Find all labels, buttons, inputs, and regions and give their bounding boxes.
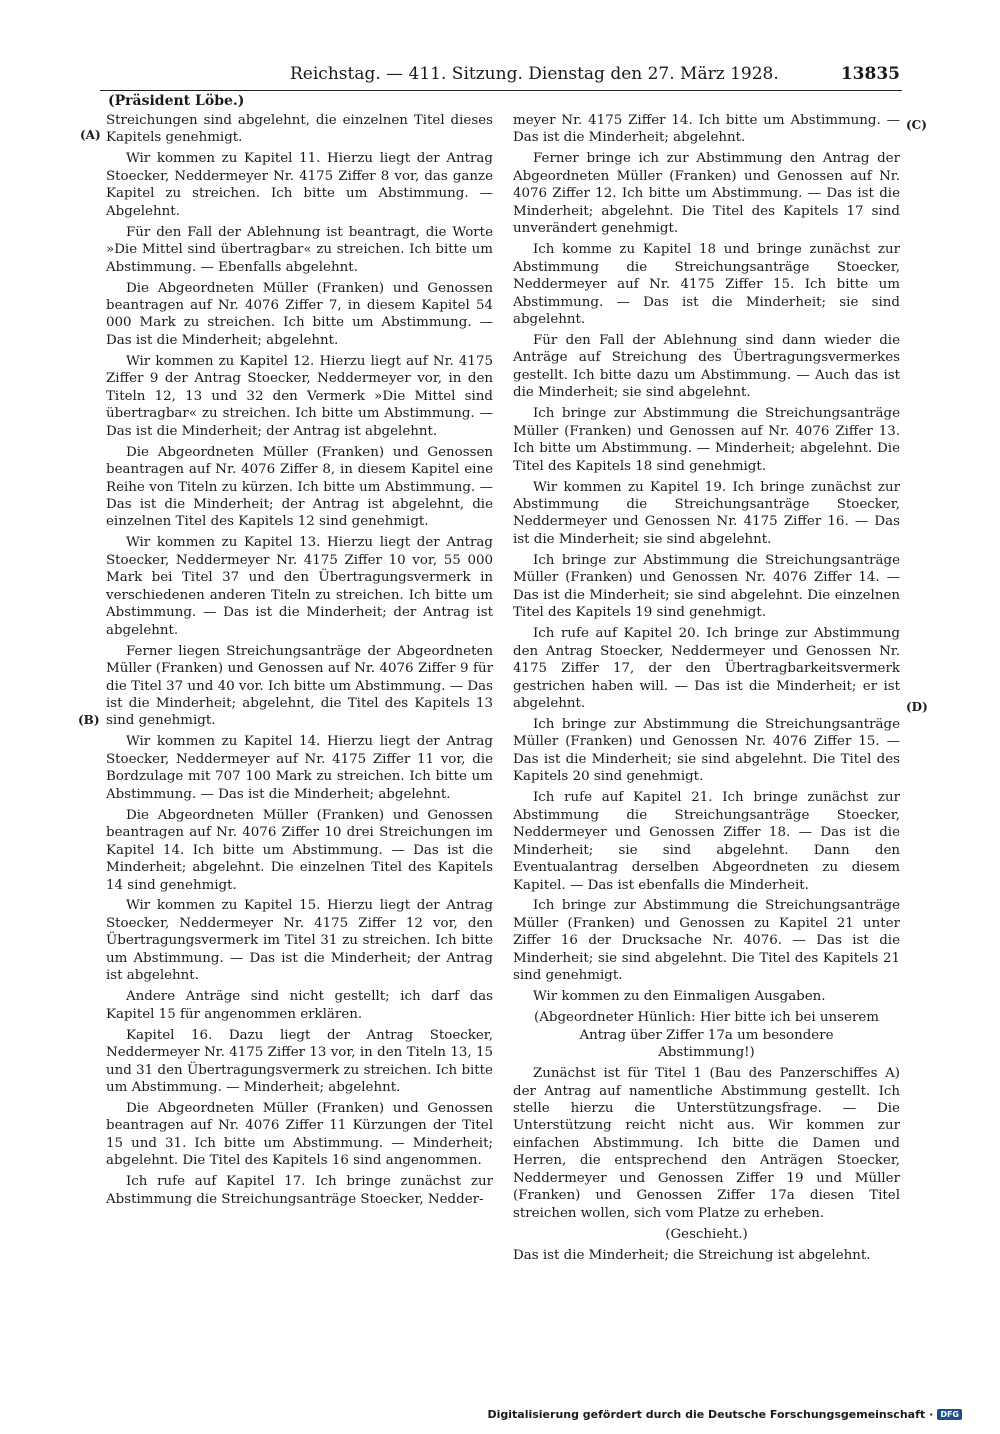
- left-column: [106, 112, 493, 1212]
- paragraph: Die Abgeordneten Müller (Franken) und Genossen beantragen auf Nr. 4076 Ziffer 7, in diesem Kapitel 54 000 Mark zu streichen. Ich bitte um Abstimmung. — Das ist die Minderheit; abgelehnt.: [106, 280, 493, 348]
- paragraph: Wir kommen zu Kapitel 15. Hierzu liegt der Antrag Stoecker, Neddermeyer Nr. 4175 Ziffer 12 vor, den Übertragungsvermerk im Titel 31 zu streichen. Ich bitte um Abstimmung. — Das ist die Minderheit; der Antrag ist abgelehnt.: [106, 898, 493, 984]
- margin-mark-d: (D): [906, 700, 928, 714]
- paragraph: Ich bringe zur Abstimmung die Streichungsanträge Müller (Franken) und Genossen Nr. 4076 Ziffer 15. — Das ist die Minderheit; sie sind abgelehnt. Die Titel des Kapitels 20 sind genehmigt.: [513, 716, 900, 785]
- paragraph: Ich komme zu Kapitel 18 und bringe zunächst zur Abstimmung die Streichungsanträge Stoecker, Neddermeyer auf Nr. 4175 Ziffer 15. Ich bitte um Abstimmung. — Das ist die Minderheit; sie sind abgelehnt.: [513, 242, 900, 327]
- speaker-label: (Präsident Löbe.): [108, 93, 245, 109]
- paragraph: Ich bringe zur Abstimmung die Streichungsanträge Müller (Franken) und Genossen Nr. 4076 Ziffer 14. — Das ist die Minderheit; sie sind abgelehnt. Die einzelnen Titel des Kapitels 19 sind genehmigt.: [513, 552, 900, 621]
- margin-mark-c: (C): [906, 118, 927, 132]
- paragraph: Die Abgeordneten Müller (Franken) und Genossen beantragen auf Nr. 4076 Ziffer 11 Kürzungen der Titel 15 und 31. Ich bitte um Abstimmung. — Minderheit; abgelehnt. Die Titel des Kapitels 16 sind angenommen.: [106, 1100, 493, 1169]
- paragraph: Wir kommen zu Kapitel 13. Hierzu liegt der Antrag Stoecker, Neddermeyer Nr. 4175 Ziffer 10 vor, 55 000 Mark bei Titel 37 und den Übertragungsvermerk in verschiedenen anderen Titeln zu streichen. Ich bitte um Abstimmung. — Das ist die Minderheit; der Antrag ist abgelehnt.: [106, 535, 493, 638]
- interjection: (Abgeordneter Hünlich: Hier bitte ich bei unserem Antrag über Ziffer 17a um besondere Abstimmung!): [534, 1010, 879, 1061]
- paragraph: Ich bringe zur Abstimmung die Streichungsanträge Müller (Franken) und Genossen zu Kapitel 21 unter Ziffer 16 der Drucksache Nr. 4076. — Das ist die Minderheit; sie sind abgelehnt. Die Titel des Kapitels 21 sind genehmigt.: [513, 898, 900, 984]
- paragraph: Ferner bringe ich zur Abstimmung den Antrag der Abgeordneten Müller (Franken) und Genossen auf Nr. 4076 Ziffer 12. Ich bitte um Abstimmung. — Das ist die Minderheit; abgelehnt. Die Titel des Kapitels 17 sind unverändert genehmigt.: [513, 151, 900, 237]
- paragraph: Wir kommen zu Kapitel 12. Hierzu liegt auf Nr. 4175 Ziffer 9 der Antrag Stoecker, Neddermeyer vor, in den Titeln 12, 13 und 32 den Vermerk »Die Mittel sind übertragbar« zu streichen. Ich bitte um Abstimmung. — Das ist die Minderheit; der Antrag ist abgelehnt.: [106, 353, 493, 439]
- right-column: [513, 112, 900, 1268]
- page-number: 13835: [840, 64, 900, 84]
- paragraph: Streichungen sind abgelehnt, die einzelnen Titel dieses Kapitels genehmigt.: [106, 113, 493, 146]
- paragraph: Ferner liegen Streichungsanträge der Abgeordneten Müller (Franken) und Genossen auf Nr. 4076 Ziffer 9 für die Titel 37 und 40 vor. Ich bitte um Abstimmung. — Das ist die Minderheit; abgelehnt, die Titel des Kapitels 13 sind genehmigt.: [106, 643, 493, 729]
- paragraph: Ich rufe auf Kapitel 17. Ich bringe zunächst zur Abstimmung die Streichungsanträge Stoecker, Nedder-: [106, 1174, 493, 1207]
- paragraph: Die Abgeordneten Müller (Franken) und Genossen beantragen auf Nr. 4076 Ziffer 10 drei Streichungen im Kapitel 14. Ich bitte um Abstimmung. — Das ist die Minderheit; abgelehnt. Die einzelnen Titel des Kapitels 14 sind genehmigt.: [106, 807, 493, 893]
- margin-mark-b: (B): [78, 713, 100, 727]
- paragraph: Ich bringe zur Abstimmung die Streichungsanträge Müller (Franken) und Genossen auf Nr. 4076 Ziffer 13. Ich bitte um Abstimmung. — Minderheit; abgelehnt. Die Titel des Kapitels 18 sind genehmigt.: [513, 406, 900, 474]
- paragraph: Zunächst ist für Titel 1 (Bau des Panzerschiffes A) der Antrag auf namentliche Abstimmung gestellt. Ich stelle hierzu die Unterstützungsfrage. — Die Unterstützung reicht nicht aus. Wir kommen zur einfachen Abstimmung. Ich bitte die Damen und Herren, die entsprechend den Anträgen Stoecker, Neddermeyer und Genossen Ziffer 19 und Müller (Franken) und Genossen Ziffer 17a diesen Titel streichen wollen, sich vom Platze zu erheben.: [513, 1066, 900, 1221]
- dfg-logo-icon: DFG: [937, 1409, 962, 1420]
- paragraph: Ich rufe auf Kapitel 20. Ich bringe zur Abstimmung den Antrag Stoecker, Neddermeyer und Genossen Nr. 4175 Ziffer 17, der den Übertragbarkeitsvermerk gestrichen haben will. — Das ist die Minderheit; er ist abgelehnt.: [513, 626, 900, 711]
- footer-separator: ·: [929, 1408, 934, 1421]
- paragraph: Die Abgeordneten Müller (Franken) und Genossen beantragen auf Nr. 4076 Ziffer 8, in diesem Kapitel eine Reihe von Titeln zu kürzen. Ich bitte um Abstimmung. — Das ist die Minderheit; der Antrag ist abgelehnt, die einzelnen Titel des Kapitels 12 sind genehmigt.: [106, 444, 493, 530]
- stage-direction: (Geschieht.): [665, 1226, 748, 1242]
- footer-credit-text: Digitalisierung gefördert durch die Deutsche Forschungsgemeinschaft: [487, 1408, 926, 1421]
- margin-mark-a: (A): [80, 128, 101, 142]
- paragraph: Wir kommen zu Kapitel 11. Hierzu liegt der Antrag Stoecker, Neddermeyer Nr. 4175 Ziffer 8 vor, das ganze Kapitel zu streichen. Ich bitte um Abstimmung. — Abgelehnt.: [106, 151, 493, 219]
- page-header: [100, 64, 900, 92]
- footer-credit: [487, 1408, 962, 1421]
- paragraph: Für den Fall der Ablehnung sind dann wieder die Anträge auf Streichung des Übertragungsvermerkes gestellt. Ich bitte dazu um Abstimmung. — Auch das ist die Minderheit; sie sind abgelehnt.: [513, 332, 900, 401]
- running-title: Reichstag. — 411. Sitzung. Dienstag den 27. März 1928.: [290, 64, 779, 84]
- paragraph: Wir kommen zu Kapitel 19. Ich bringe zunächst zur Abstimmung die Streichungsanträge Stoecker, Neddermeyer und Genossen Nr. 4175 Ziffer 16. — Das ist die Minderheit; sie sind abgelehnt.: [513, 479, 900, 547]
- paragraph: Das ist die Minderheit; die Streichung ist abgelehnt.: [513, 1247, 871, 1263]
- paragraph: Ich rufe auf Kapitel 21. Ich bringe zunächst zur Abstimmung die Streichungsanträge Stoecker, Neddermeyer und Genossen Ziffer 18. — Das ist die Minderheit; sie sind abgelehnt. Dann den Eventualantrag derselben Abgeordneten zu diesem Kapitel. — Das ist ebenfalls die Minderheit.: [513, 790, 900, 893]
- paragraph: Kapitel 16. Dazu liegt der Antrag Stoecker, Neddermeyer Nr. 4175 Ziffer 13 vor, in den Titeln 13, 15 und 31 den Übertragungsvermerk zu streichen. Ich bitte um Abstimmung. — Minderheit; abgelehnt.: [106, 1027, 493, 1096]
- paragraph: Für den Fall der Ablehnung ist beantragt, die Worte »Die Mittel sind übertragbar« zu streichen. Ich bitte um Abstimmung. — Ebenfalls abgelehnt.: [106, 224, 493, 275]
- header-rule: [100, 90, 902, 91]
- paragraph: meyer Nr. 4175 Ziffer 14. Ich bitte um Abstimmung. — Das ist die Minderheit; abgelehnt.: [513, 113, 900, 146]
- paragraph: Wir kommen zu den Einmaligen Ausgaben.: [533, 989, 826, 1005]
- paragraph: Andere Anträge sind nicht gestellt; ich darf das Kapitel 15 für angenommen erklären.: [106, 989, 493, 1022]
- paragraph: Wir kommen zu Kapitel 14. Hierzu liegt der Antrag Stoecker, Neddermeyer auf Nr. 4175 Ziffer 11 vor, die Bordzulage mit 707 100 Mark zu streichen. Ich bitte um Abstimmung. — Das ist die Minderheit; abgelehnt.: [106, 734, 493, 802]
